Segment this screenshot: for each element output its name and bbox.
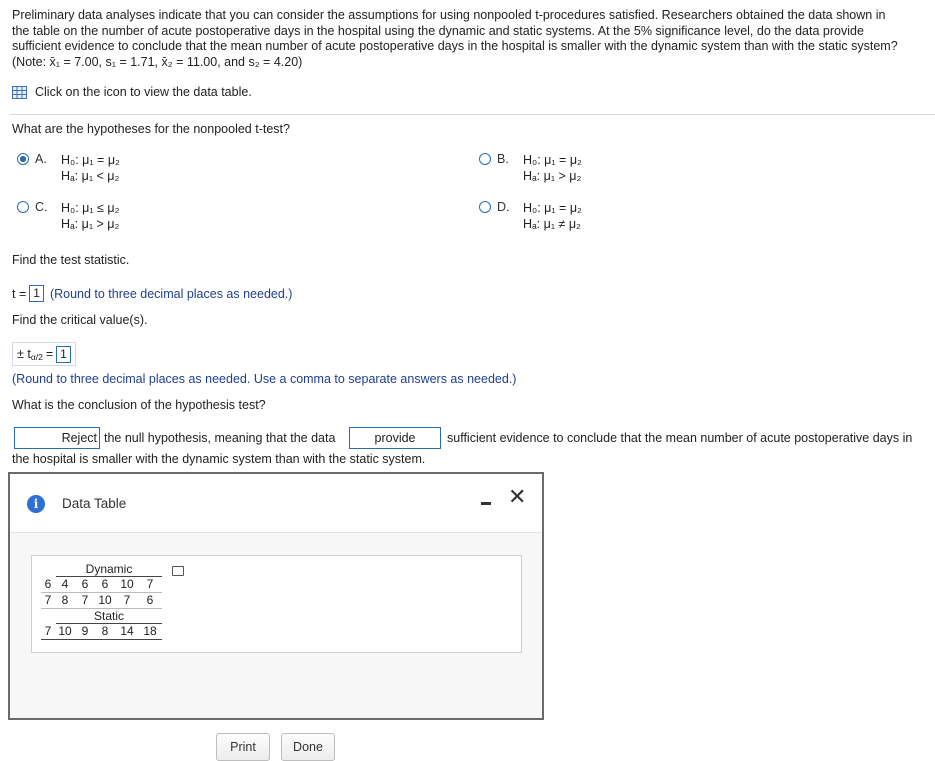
option-d-h0: H₀: μ₁ = μ₂ (523, 201, 582, 215)
data-table-link[interactable] (12, 85, 252, 99)
option-c-h0: H₀: μ₁ ≤ μ₂ (61, 201, 120, 215)
option-letter: C. (35, 200, 48, 214)
option-a-radio[interactable] (17, 153, 29, 165)
option-b-ha: Hₐ: μ₁ > μ₂ (523, 169, 582, 183)
info-icon: i (27, 495, 45, 513)
critical-value-field: ± $t_{\alpha/2}$ = 1 (12, 342, 76, 366)
dynamic-header: Dynamic (56, 562, 162, 577)
intro-line-1: Preliminary data analyses indicate that you can consider the assumptions for using nonpooled t-procedures satisfied. Researchers obtained the data shown in (12, 8, 886, 22)
option-d-radio[interactable] (479, 201, 491, 213)
copy-icon[interactable] (172, 566, 184, 576)
critical-value-prompt: Find the critical value(s). (12, 313, 148, 327)
reject-dropdown-value: Reject (61, 431, 97, 445)
option-a-ha: Hₐ: μ₁ < μ₂ (61, 169, 120, 183)
t-prefix: t = (12, 286, 27, 301)
divider (10, 114, 935, 115)
option-c-radio[interactable] (17, 201, 29, 213)
option-b[interactable] (479, 152, 582, 184)
test-statistic-prompt: Find the test statistic. (12, 253, 130, 267)
modal-header (10, 474, 542, 533)
table-row: 6 4 6 6 10 7 (41, 577, 162, 593)
done-button[interactable]: Done (281, 733, 335, 761)
modal-body (10, 533, 542, 754)
static-header: Static (56, 609, 162, 624)
option-letter: A. (35, 152, 47, 166)
question-intro (12, 8, 932, 70)
table-row: 7 10 9 8 14 18 (41, 624, 162, 640)
intro-note: (Note: x̄₁ = 7.00, s₁ = 1.71, x̄₂ = 11.00, and s₂ = 4.20) (12, 54, 303, 69)
intro-line-3: sufficient evidence to conclude that the mean number of acute postoperative days in the hospital is smaller with the dynamic system than with the static system? (12, 39, 898, 53)
test-statistic-hint: (Round to three decimal places as needed.) (49, 286, 293, 301)
data-table-modal (8, 472, 544, 754)
conclusion-tail-text: sufficient evidence to conclude that the mean number of acute postoperative days in (447, 431, 913, 445)
conclusion-middle-text: the null hypothesis, meaning that the data (104, 431, 336, 445)
intro-line-2: the table on the number of acute postoperative days in the hospital using the dynamic and static systems. At the 5% significance level, do the data provide (12, 23, 864, 38)
option-a-h0: H₀: μ₁ = μ₂ (61, 153, 120, 167)
test-statistic-row (12, 285, 292, 302)
critical-prefix: ± $t_{\alpha/2}$ (17, 346, 43, 362)
intro-stats: x̄₁ = 7.00, s₁ = 1.71, x̄₂ = 11.00, and s₂ = 4.20) (49, 54, 303, 69)
data-table (41, 562, 162, 640)
print-button[interactable]: Print (216, 733, 270, 761)
table-icon[interactable] (12, 86, 27, 99)
table-row: 7 8 7 10 7 6 (41, 593, 162, 609)
critical-value-hint: (Round to three decimal places as needed. Use a comma to separate answers as needed.) (12, 372, 517, 386)
critical-value-input[interactable]: 1 (56, 346, 71, 363)
option-a[interactable] (17, 152, 120, 184)
hypotheses-prompt: What are the hypotheses for the nonpooled t-test? (12, 122, 290, 136)
option-b-h0: H₀: μ₁ = μ₂ (523, 153, 582, 167)
provide-dropdown-value: provide (374, 431, 416, 445)
provide-dropdown[interactable] (349, 427, 441, 449)
option-d-ha: Hₐ: μ₁ ≠ μ₂ (523, 217, 581, 231)
option-d[interactable] (479, 200, 582, 232)
option-letter: B. (497, 152, 509, 166)
conclusion-prompt: What is the conclusion of the hypothesis test? (12, 398, 266, 412)
modal-title: Data Table (62, 496, 127, 511)
minimize-icon[interactable] (481, 502, 491, 505)
option-c[interactable] (17, 200, 119, 232)
conclusion-line-2: the hospital is smaller with the dynamic system than with the static system. (12, 452, 426, 466)
data-table-link-text[interactable]: Click on the icon to view the data table. (35, 85, 252, 99)
option-letter: D. (497, 200, 510, 214)
option-c-ha: Hₐ: μ₁ > μ₂ (61, 217, 120, 231)
option-b-radio[interactable] (479, 153, 491, 165)
data-table-frame (31, 555, 522, 653)
reject-dropdown[interactable] (14, 427, 100, 449)
test-statistic-input[interactable]: 1 (29, 285, 44, 302)
close-icon[interactable]: ✕ (508, 485, 527, 510)
